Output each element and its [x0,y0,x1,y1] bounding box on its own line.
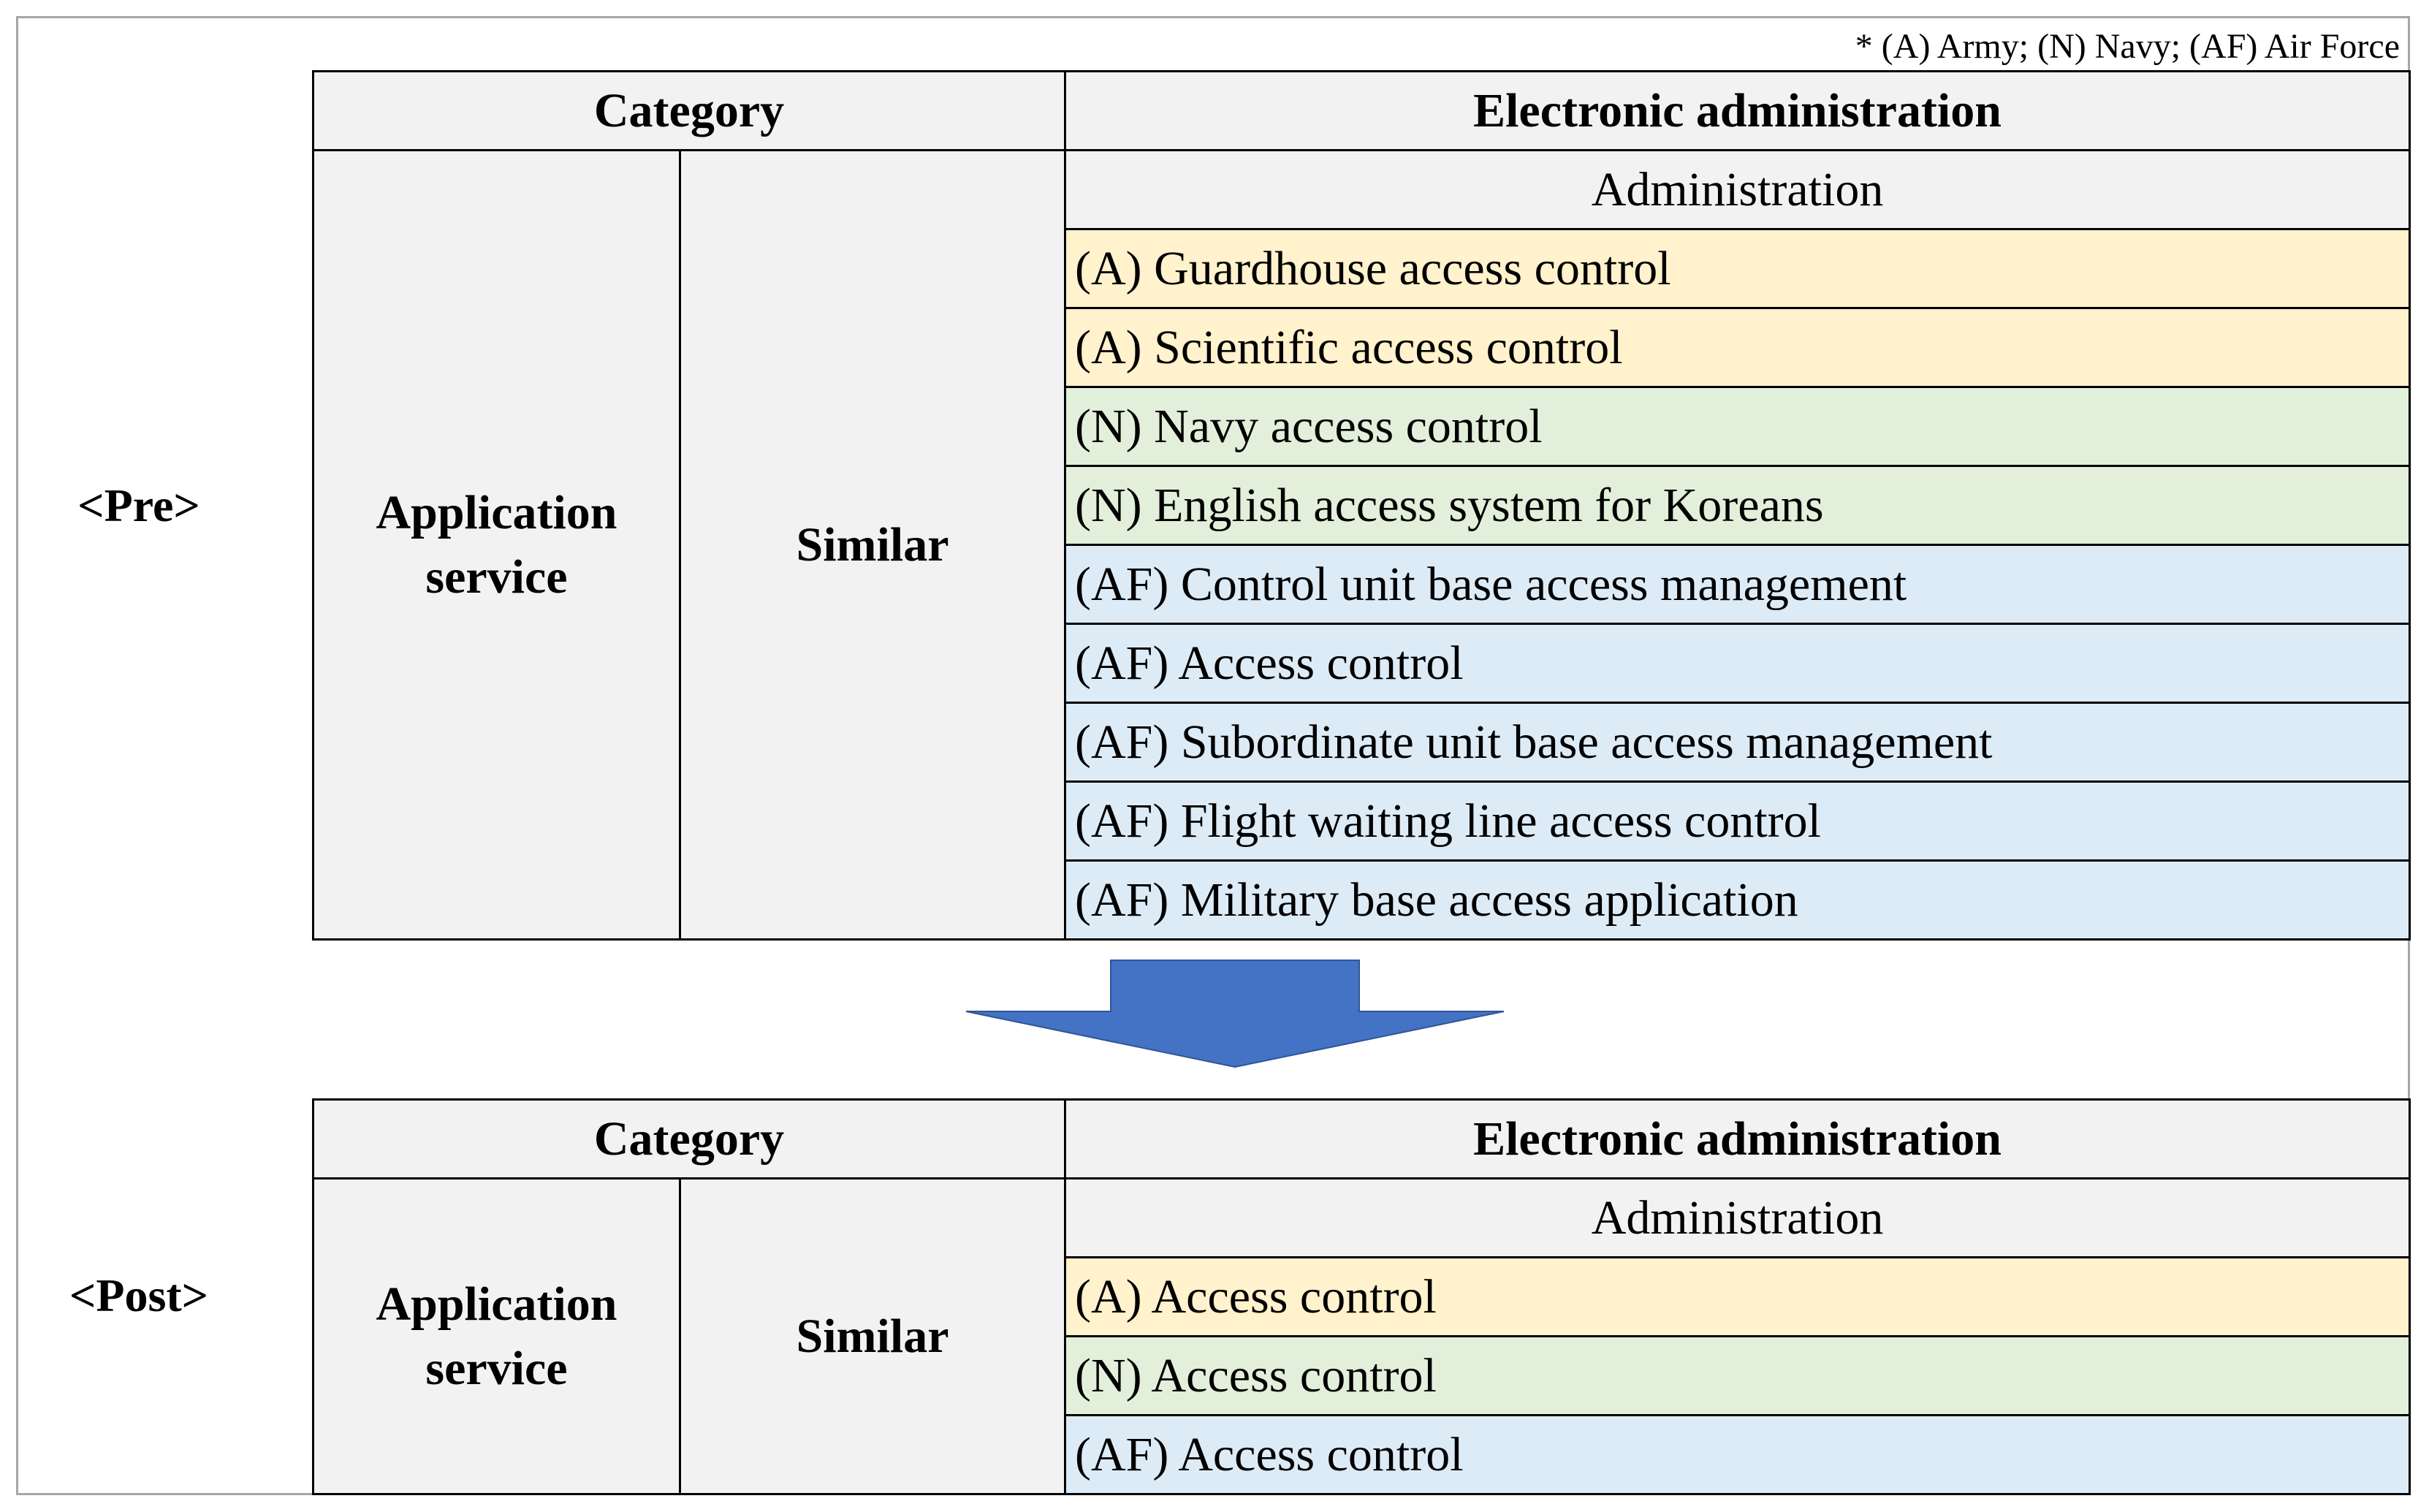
pre-item-row: (AF) Subordinate unit base access management [1065,703,2410,782]
pre-label: <Pre> [77,479,200,531]
pre-table [312,70,2411,941]
pre-item-row: (N) English access system for Koreans [1065,466,2410,545]
post-category-header: Category [313,1100,1065,1179]
post-table [312,1098,2411,1495]
post-category-application-service: Application service [313,1179,680,1494]
pre-category-similar: Similar [680,151,1065,940]
post-category-similar: Similar [680,1179,1065,1494]
pre-item-row: (A) Scientific access control [1065,308,2410,387]
pre-administration-subheader: Administration [1065,151,2410,229]
post-electronic-admin-header: Electronic administration [1065,1100,2410,1179]
post-label: <Post> [69,1269,209,1321]
pre-item-row: (AF) Access control [1065,624,2410,703]
pre-item-row: (AF) Flight waiting line access control [1065,782,2410,861]
pre-electronic-admin-header: Electronic administration [1065,72,2410,151]
pre-category-header: Category [313,72,1065,151]
post-administration-subheader: Administration [1065,1179,2410,1258]
pre-item-row: (A) Guardhouse access control [1065,229,2410,308]
down-arrow-icon [965,959,1505,1068]
branch-legend-note: * (A) Army; (N) Navy; (AF) Air Force [1855,27,2400,66]
post-item-row: (N) Access control [1065,1337,2410,1416]
pre-item-row: (AF) Military base access application [1065,861,2410,940]
pre-item-row: (N) Navy access control [1065,387,2410,466]
post-item-row: (A) Access control [1065,1258,2410,1337]
pre-category-application-service: Application service [313,151,680,940]
post-item-row: (AF) Access control [1065,1416,2410,1494]
pre-item-row: (AF) Control unit base access management [1065,545,2410,624]
